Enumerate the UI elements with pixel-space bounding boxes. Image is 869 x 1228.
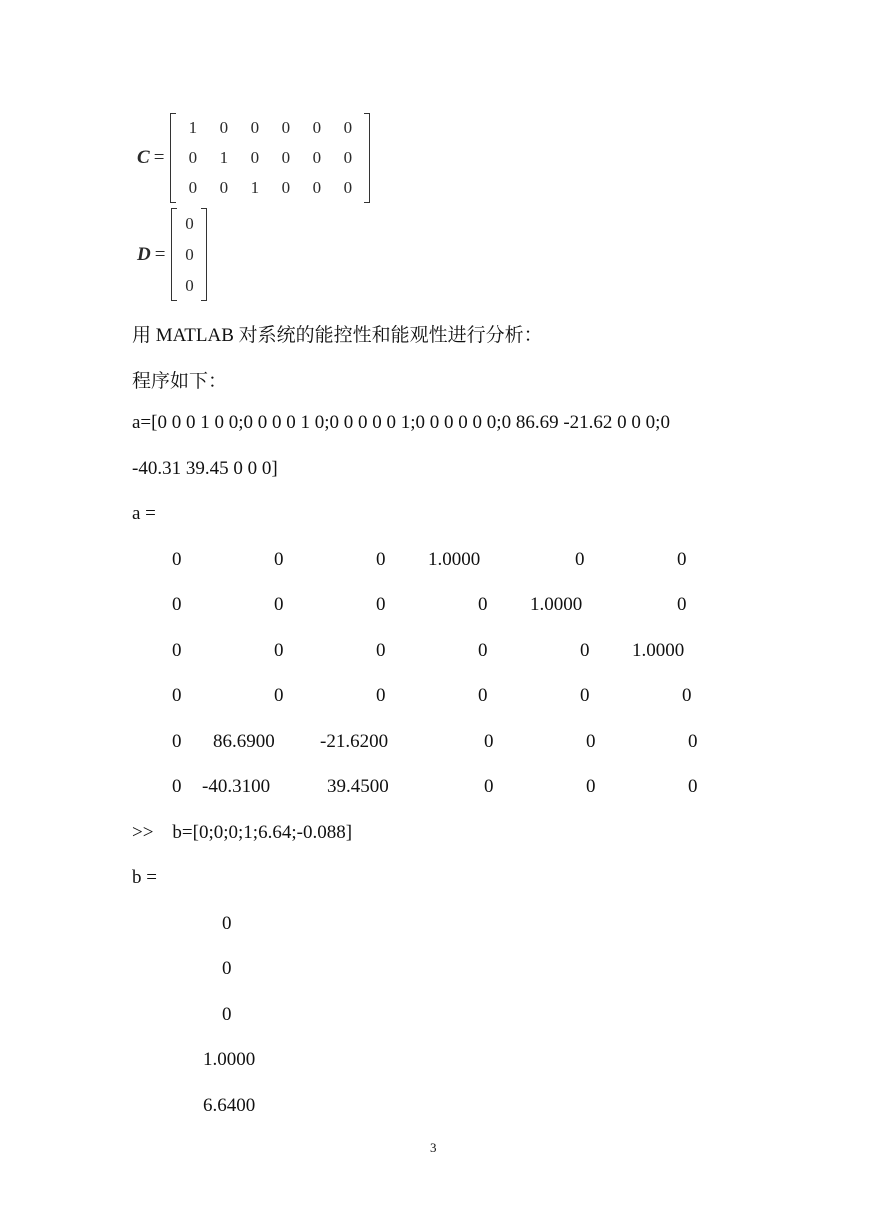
b-value: 0: [222, 958, 232, 979]
a-cell: 0: [586, 776, 596, 797]
matrix-c-cell: 0: [188, 148, 198, 167]
matrix-c-body: [170, 113, 370, 203]
a-cell: 0: [274, 549, 284, 570]
b-header: b =: [132, 867, 157, 888]
a-cell: 0: [580, 685, 590, 706]
program-label: 程序如下：: [132, 371, 228, 392]
a-cell: 0: [172, 640, 182, 661]
a-cell: 0: [688, 731, 698, 752]
a-cell: 0: [575, 549, 585, 570]
matrix-d-equation: [137, 208, 207, 301]
a-cell: 0: [478, 640, 488, 661]
a-cell: 0: [172, 549, 182, 570]
matrix-d-cell: 0: [185, 275, 194, 295]
matrix-c-row: [177, 173, 363, 203]
a-cell: 0: [484, 776, 494, 797]
matrix-c-equation: [137, 113, 370, 203]
matrix-c-cell: 0: [343, 148, 353, 167]
matrix-c-row: [177, 143, 363, 173]
matrix-c-cell: 0: [312, 118, 322, 137]
a-cell: 0: [682, 685, 692, 706]
a-cell: 1.0000: [428, 549, 481, 570]
matrix-c-equals: =: [153, 147, 165, 168]
a-cell: 0: [376, 594, 386, 615]
matrix-c-cell: 0: [250, 118, 260, 137]
b-value: 1.0000: [203, 1049, 256, 1070]
command-a-line-1: a=[0 0 0 1 0 0;0 0 0 0 1 0;0 0 0 0 0 1;0 0 0 0 0 0;0 86.69 -21.62 0 0 0;0: [132, 412, 670, 433]
a-cell: 0: [478, 594, 488, 615]
command-a-line-2: -40.31 39.45 0 0 0]: [132, 458, 278, 479]
a-cell: 0: [376, 640, 386, 661]
intro-paragraph: 用 MATLAB 对系统的能控性和能观性进行分析：: [132, 325, 543, 346]
a-cell: 0: [274, 640, 284, 661]
a-cell: 0: [274, 594, 284, 615]
a-cell: 0: [172, 731, 182, 752]
matrix-c-cell: 0: [219, 178, 229, 197]
matrix-c-name: C: [137, 147, 150, 168]
matrix-d-equals: =: [154, 243, 166, 265]
matrix-c-cell: 1: [250, 178, 260, 197]
a-cell: 0: [376, 549, 386, 570]
matrix-c-cell: 0: [281, 118, 291, 137]
a-cell: 0: [677, 594, 687, 615]
b-value: 0: [222, 913, 232, 934]
a-cell: 0: [478, 685, 488, 706]
matrix-d-row: [178, 208, 200, 239]
a-cell: 39.4500: [327, 776, 389, 797]
matrix-c-cell: 1: [219, 148, 229, 167]
a-cell: 86.6900: [213, 731, 275, 752]
b-value: 0: [222, 1004, 232, 1025]
matrix-c-cell: 0: [343, 178, 353, 197]
matrix-c-row: [177, 113, 363, 143]
matrix-c-cell: 0: [188, 178, 198, 197]
matrix-d-row: [178, 239, 200, 270]
matrix-d-cell: 0: [185, 213, 194, 233]
a-cell: 0: [274, 685, 284, 706]
matrix-c-cell: 0: [281, 178, 291, 197]
matrix-d-name: D: [137, 243, 151, 265]
a-cell: 0: [688, 776, 698, 797]
matrix-c-cell: 0: [250, 148, 260, 167]
matrix-c-cell: 0: [312, 178, 322, 197]
a-cell: 0: [677, 549, 687, 570]
matrix-d-row: [178, 270, 200, 301]
command-b: >> b=[0;0;0;1;6.64;-0.088]: [132, 822, 353, 843]
matrix-c-cell: 0: [343, 118, 353, 137]
a-cell: 0: [484, 731, 494, 752]
matrix-d-cell: 0: [185, 244, 194, 264]
a-cell: 0: [586, 731, 596, 752]
a-cell: 0: [172, 594, 182, 615]
a-cell: -40.3100: [202, 776, 271, 797]
a-cell: 0: [376, 685, 386, 706]
page-number: 3: [430, 1140, 437, 1155]
a-cell: -21.6200: [320, 731, 389, 752]
a-cell: 1.0000: [632, 640, 685, 661]
a-cell: 0: [172, 685, 182, 706]
matrix-c-cell: 0: [281, 148, 291, 167]
a-header: a =: [132, 503, 156, 524]
a-cell: 0: [580, 640, 590, 661]
a-cell: 0: [172, 776, 182, 797]
a-cell: 1.0000: [530, 594, 583, 615]
matrix-d-body: [171, 208, 207, 301]
matrix-c-cell: 1: [188, 118, 198, 137]
matrix-c-cell: 0: [219, 118, 229, 137]
matrix-c-cell: 0: [312, 148, 322, 167]
b-value: 6.6400: [203, 1095, 256, 1116]
